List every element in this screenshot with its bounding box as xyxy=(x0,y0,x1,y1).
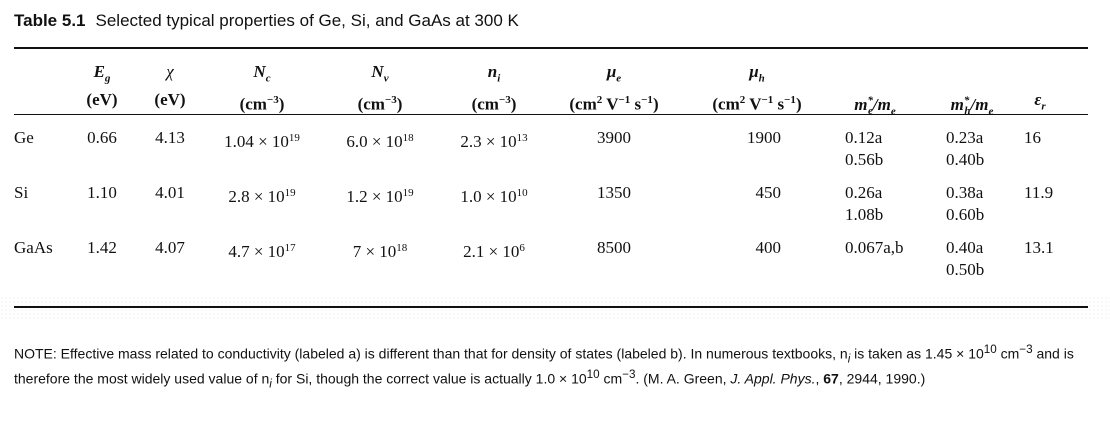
cell-er: 13.1 xyxy=(1024,238,1054,257)
cell-nv: $1.2 \times 10^{19}$ xyxy=(346,187,414,206)
cell-chi: 4.01 xyxy=(155,183,185,202)
cell-nc: $2.8 \times 10^{19}$ xyxy=(228,187,296,206)
cell-chi: 4.07 xyxy=(155,238,185,257)
header-muh: $\mu_h$ xyxy=(749,62,765,85)
row-material: GaAs xyxy=(14,238,53,257)
header-nv: $N_v$ xyxy=(371,62,389,85)
cell-nc: $4.7 \times 10^{17}$ xyxy=(228,242,296,261)
cell-er: 16 xyxy=(1024,128,1041,147)
cell-me-b: 1.08b xyxy=(845,205,884,224)
header-mue-unit: ($cm^2$ $V^{-1}$ $s^{-1}$) xyxy=(569,94,659,114)
cell-nv: $7 \times 10^{18}$ xyxy=(352,242,408,261)
cell-muh: 450 xyxy=(755,183,781,202)
top-rule xyxy=(14,47,1088,49)
header-er: $\varepsilon_r$ xyxy=(1034,90,1046,113)
header-rule xyxy=(14,114,1088,115)
table-caption xyxy=(14,11,519,31)
cell-mh-b: 0.40b xyxy=(946,150,985,169)
cell-mh-b: 0.60b xyxy=(946,205,985,224)
cell-eg: 1.10 xyxy=(87,183,117,202)
cell-me-a: 0.26a xyxy=(845,183,883,202)
cell-muh: 400 xyxy=(755,238,781,257)
cell-mh-a: 0.40a xyxy=(946,238,984,257)
header-mh-ratio: $m^*_h/m_e$ xyxy=(950,94,994,118)
cell-mue: 8500 xyxy=(597,238,631,257)
row-material: Ge xyxy=(14,128,34,147)
cell-eg: 1.42 xyxy=(87,238,117,257)
table-title: Selected typical properties of Ge, Si, and GaAs at 300 K xyxy=(95,11,519,30)
cell-mh-a: 0.38a xyxy=(946,183,984,202)
table-note: NOTE: Effective mass related to conductivity (labeled a) is different than that for density of states (labeled b). In numerous textbooks, $n_i$ is taken as $1.45 \times 10^{10}$ $cm^{-3}$ and is therefore the most widely used value of $n_i$ for Si, though the correct value is actually $1.0 \times 10^{10}$ $cm^{-3}$. (M. A. Green, J. Appl. Phys., 67, 2944, 1990.) xyxy=(14,343,1074,391)
header-eg: $E_g$ xyxy=(93,62,111,85)
scan-noise xyxy=(0,296,1110,320)
header-muh-unit: ($cm^2$ $V^{-1}$ $s^{-1}$) xyxy=(712,94,802,114)
cell-er: 11.9 xyxy=(1024,183,1054,202)
cell-ni: $2.3 \times 10^{13}$ xyxy=(460,132,528,151)
header-eg-unit: (eV) xyxy=(86,90,118,109)
cell-mh-b: 0.50b xyxy=(946,260,985,279)
header-ni: $n_i$ xyxy=(487,62,501,85)
cell-ni: $1.0 \times 10^{10}$ xyxy=(460,187,528,206)
cell-mue: 3900 xyxy=(597,128,631,147)
header-ni-unit: $(cm^{-3})$ xyxy=(471,94,517,114)
cell-muh: 1900 xyxy=(747,128,781,147)
cell-me-b: 0.56b xyxy=(845,150,884,169)
header-nc: $N_c$ xyxy=(253,62,271,85)
header-mue: $\mu_e$ xyxy=(606,62,622,85)
table-label: Table 5.1 xyxy=(14,11,86,30)
header-nv-unit: $(cm^{-3})$ xyxy=(357,94,403,114)
cell-me-a: 0.12a xyxy=(845,128,883,147)
header-chi: χ xyxy=(166,62,174,81)
cell-me-ab: 0.067a,b xyxy=(845,238,904,257)
cell-mh-a: 0.23a xyxy=(946,128,984,147)
cell-ni: $2.1 \times 10^6$ xyxy=(463,242,525,261)
cell-nv: $6.0 \times 10^{18}$ xyxy=(346,132,414,151)
cell-mue: 1350 xyxy=(597,183,631,202)
row-material: Si xyxy=(14,183,29,202)
header-me-ratio: $m^*_e/m_e$ xyxy=(854,94,896,118)
cell-chi: 4.13 xyxy=(155,128,185,147)
header-chi-unit: (eV) xyxy=(154,90,186,109)
bottom-rule xyxy=(14,306,1088,308)
cell-eg: 0.66 xyxy=(87,128,117,147)
cell-nc: $1.04 \times 10^{19}$ xyxy=(224,132,300,151)
header-nc-unit: $(cm^{-3})$ xyxy=(239,94,285,114)
